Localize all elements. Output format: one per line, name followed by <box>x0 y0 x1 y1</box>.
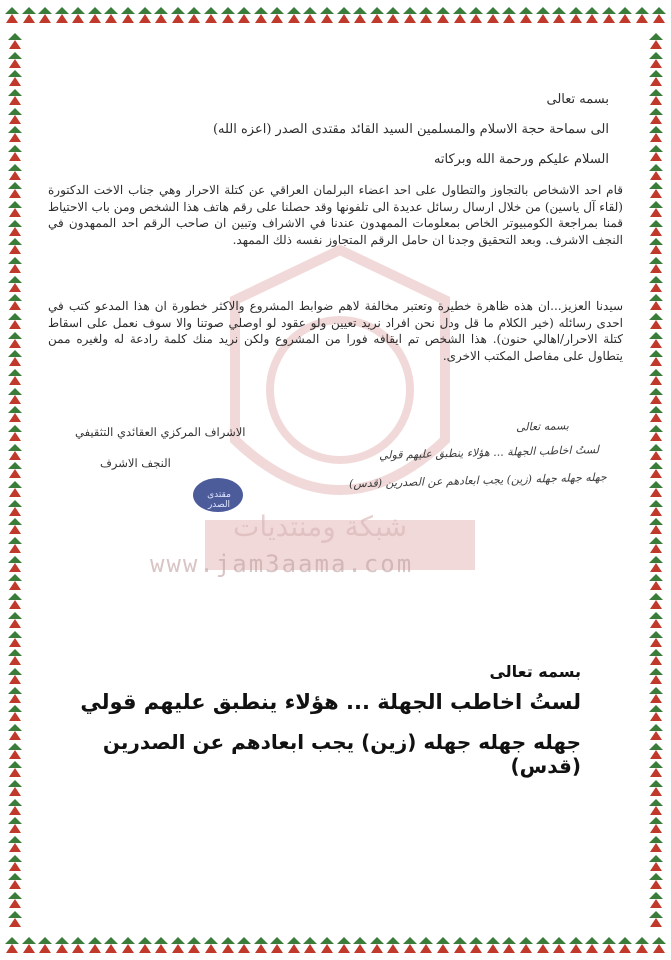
border-motif-icon <box>236 936 252 954</box>
border-motif-icon <box>648 387 664 405</box>
watermark-arabic-text: شبكة ومنتديات <box>232 510 408 543</box>
border-motif-icon <box>7 107 23 125</box>
border-motif-icon <box>120 936 136 954</box>
border-motif-icon <box>518 6 534 24</box>
border-motif-icon <box>7 443 23 461</box>
transcription-line-1: بسمه تعالى <box>489 662 581 681</box>
border-motif-icon <box>648 760 664 778</box>
border-motif-icon <box>551 6 567 24</box>
border-motif-icon <box>648 835 664 853</box>
border-motif-icon <box>648 611 664 629</box>
border-left <box>0 30 30 930</box>
border-motif-icon <box>54 6 70 24</box>
border-motif-icon <box>648 910 664 928</box>
border-motif-icon <box>7 536 23 554</box>
border-motif-icon <box>21 6 37 24</box>
border-motif-icon <box>286 936 302 954</box>
border-motif-icon <box>648 443 664 461</box>
border-motif-icon <box>7 331 23 349</box>
border-motif-icon <box>648 424 664 442</box>
border-motif-icon <box>648 536 664 554</box>
border-motif-icon <box>435 936 451 954</box>
border-motif-icon <box>7 910 23 928</box>
border-motif-icon <box>153 936 169 954</box>
border-motif-icon <box>7 181 23 199</box>
border-motif-icon <box>535 936 551 954</box>
border-motif-icon <box>648 742 664 760</box>
border-motif-icon <box>648 32 664 50</box>
border-motif-icon <box>7 405 23 423</box>
border-motif-icon <box>7 872 23 890</box>
border-motif-icon <box>170 936 186 954</box>
border-motif-icon <box>648 237 664 255</box>
border-motif-icon <box>7 760 23 778</box>
border-motif-icon <box>302 936 318 954</box>
border-motif-icon <box>7 798 23 816</box>
border-motif-icon <box>648 461 664 479</box>
border-motif-icon <box>170 6 186 24</box>
border-motif-icon <box>7 88 23 106</box>
border-motif-icon <box>648 293 664 311</box>
border-motif-icon <box>7 424 23 442</box>
border-motif-icon <box>7 891 23 909</box>
border-motif-icon <box>648 275 664 293</box>
border-motif-icon <box>648 854 664 872</box>
border-motif-icon <box>21 936 37 954</box>
border-motif-icon <box>7 480 23 498</box>
border-motif-icon <box>220 6 236 24</box>
border-motif-icon <box>568 936 584 954</box>
border-motif-icon <box>7 630 23 648</box>
border-motif-icon <box>634 6 650 24</box>
border-motif-icon <box>186 6 202 24</box>
border-motif-icon <box>203 936 219 954</box>
border-motif-icon <box>648 69 664 87</box>
border-motif-icon <box>7 256 23 274</box>
border-right <box>641 30 671 930</box>
border-motif-icon <box>452 6 468 24</box>
border-motif-icon <box>402 6 418 24</box>
border-motif-icon <box>336 936 352 954</box>
border-motif-icon <box>468 6 484 24</box>
border-motif-icon <box>485 936 501 954</box>
border-motif-icon <box>70 6 86 24</box>
border-motif-icon <box>253 936 269 954</box>
border-motif-icon <box>648 480 664 498</box>
border-motif-icon <box>648 163 664 181</box>
border-motif-icon <box>137 936 153 954</box>
border-motif-icon <box>601 936 617 954</box>
border-motif-icon <box>634 936 650 954</box>
border-motif-icon <box>651 936 667 954</box>
border-motif-icon <box>601 6 617 24</box>
border-motif-icon <box>518 936 534 954</box>
border-motif-icon <box>7 461 23 479</box>
seal-stamp-text: مقتدى الصدر <box>207 490 231 510</box>
border-motif-icon <box>7 144 23 162</box>
border-bottom <box>0 930 671 960</box>
border-motif-icon <box>648 723 664 741</box>
border-motif-icon <box>7 219 23 237</box>
border-motif-icon <box>385 6 401 24</box>
border-motif-icon <box>648 200 664 218</box>
border-motif-icon <box>7 555 23 573</box>
border-motif-icon <box>319 6 335 24</box>
watermark-url: www.jam3aama.com <box>150 550 414 578</box>
border-motif-icon <box>7 854 23 872</box>
border-motif-icon <box>7 816 23 834</box>
border-motif-icon <box>70 936 86 954</box>
page <box>40 40 631 920</box>
border-motif-icon <box>648 555 664 573</box>
border-motif-icon <box>648 816 664 834</box>
border-motif-icon <box>648 256 664 274</box>
border-motif-icon <box>269 6 285 24</box>
border-motif-icon <box>648 648 664 666</box>
border-motif-icon <box>352 936 368 954</box>
border-motif-icon <box>37 936 53 954</box>
letter-salutation: السلام عليكم ورحمة الله وبركاته <box>433 152 609 167</box>
border-motif-icon <box>7 293 23 311</box>
scanned-letter <box>40 40 631 630</box>
border-motif-icon <box>369 6 385 24</box>
border-motif-icon <box>535 6 551 24</box>
border-motif-icon <box>7 667 23 685</box>
watermark-emblem <box>115 240 565 600</box>
border-motif-icon <box>103 6 119 24</box>
border-motif-icon <box>319 936 335 954</box>
border-motif-icon <box>7 349 23 367</box>
border-motif-icon <box>648 51 664 69</box>
border-motif-icon <box>648 667 664 685</box>
border-motif-icon <box>7 704 23 722</box>
handwritten-line-2: لستُ اخاطب الجهلة ... هؤلاء ينطبق عليهم قولي <box>378 443 600 462</box>
border-motif-icon <box>648 779 664 797</box>
border-motif-icon <box>648 349 664 367</box>
border-motif-icon <box>584 6 600 24</box>
border-motif-icon <box>584 936 600 954</box>
border-motif-icon <box>648 630 664 648</box>
border-motif-icon <box>7 69 23 87</box>
border-motif-icon <box>7 275 23 293</box>
transcription-line-2: لستُ اخاطب الجهلة ... هؤلاء ينطبق عليهم قولي <box>80 690 581 714</box>
border-motif-icon <box>7 200 23 218</box>
border-motif-icon <box>385 936 401 954</box>
border-motif-icon <box>435 6 451 24</box>
border-motif-icon <box>7 573 23 591</box>
border-motif-icon <box>468 936 484 954</box>
border-motif-icon <box>7 125 23 143</box>
border-motif-icon <box>648 219 664 237</box>
border-motif-icon <box>37 6 53 24</box>
letter-paragraph-1: قام احد الاشخاص بالتجاوز والتطاول على احد اعضاء البرلمان العراقي عن كتلة الاحرار وهي جناب الاخت الدكتورة (لقاء آل ياسين) من خلال ارسال رسائل عديدة الى تلفونها وقد حصلنا على رقم هاتف هذا الشخص ومن باب الاحتياط قمنا بمراجعة الكومبيوتر الخاص بمعلومات الممهدون عندنا في الاشراف وتبين ان صاحب الرقم احد الممهدون في النجف الاشرف. وبعد التحقيق وجدنا ان حامل الرقم المتجاوز نفسه ذلك الممهد. <box>48 183 623 247</box>
border-motif-icon <box>269 936 285 954</box>
border-motif-icon <box>4 6 20 24</box>
border-motif-icon <box>369 936 385 954</box>
border-motif-icon <box>352 6 368 24</box>
border-motif-icon <box>286 6 302 24</box>
office-name: الاشراف المركزي العقائدي التثقيفي <box>75 425 246 439</box>
border-motif-icon <box>186 936 202 954</box>
border-motif-icon <box>120 6 136 24</box>
border-motif-icon <box>87 936 103 954</box>
border-motif-icon <box>617 936 633 954</box>
border-motif-icon <box>648 125 664 143</box>
border-motif-icon <box>7 835 23 853</box>
border-motif-icon <box>648 312 664 330</box>
border-motif-icon <box>103 936 119 954</box>
border-motif-icon <box>7 517 23 535</box>
border-motif-icon <box>7 611 23 629</box>
border-motif-icon <box>648 872 664 890</box>
border-motif-icon <box>651 6 667 24</box>
border-motif-icon <box>485 6 501 24</box>
border-motif-icon <box>648 891 664 909</box>
office-city: النجف الاشرف <box>100 456 171 470</box>
border-motif-icon <box>648 517 664 535</box>
border-motif-icon <box>648 88 664 106</box>
border-motif-icon <box>568 6 584 24</box>
border-motif-icon <box>7 368 23 386</box>
border-motif-icon <box>7 686 23 704</box>
border-motif-icon <box>648 368 664 386</box>
border-motif-icon <box>7 51 23 69</box>
border-motif-icon <box>418 936 434 954</box>
border-motif-icon <box>452 936 468 954</box>
border-motif-icon <box>7 32 23 50</box>
border-motif-icon <box>7 312 23 330</box>
border-motif-icon <box>336 6 352 24</box>
border-motif-icon <box>203 6 219 24</box>
border-motif-icon <box>648 686 664 704</box>
border-motif-icon <box>302 6 318 24</box>
border-motif-icon <box>54 936 70 954</box>
letter-addressee: الى سماحة حجة الاسلام والمسلمين السيد القائد مقتدى الصدر (اعزه الله) <box>212 122 609 137</box>
border-motif-icon <box>4 936 20 954</box>
border-motif-icon <box>648 499 664 517</box>
letter-paragraph-2: سيدنا العزيز...ان هذه ظاهرة خطيرة وتعتبر مخالفة لاهم ضوابط المشروع والاكثر خطورة ان هذا المدعو كتب في احدى رسائله (خير الكلام ما قل ودل نحن افراد نريد تعيين ولو عقود لو اوصلي صوتنا والا سوف نعمل على اسقاط كتلة الاحرار/اهالي حنون). هذا الشخص تم ايقافه فورا من المشروع ولكن نريد منك كلمة رادعة له ولغيره ممن يتطاول على مفاصل المكتب الاخرى. <box>48 299 623 363</box>
border-motif-icon <box>137 6 153 24</box>
border-motif-icon <box>220 936 236 954</box>
transcription-line-3: جهله جهله جهله (زين) يجب ابعادهم عن الصدرين (قدس) <box>102 730 581 778</box>
border-motif-icon <box>7 499 23 517</box>
border-motif-icon <box>648 704 664 722</box>
border-motif-icon <box>501 936 517 954</box>
border-motif-icon <box>648 144 664 162</box>
border-motif-icon <box>402 936 418 954</box>
border-motif-icon <box>7 742 23 760</box>
border-motif-icon <box>648 331 664 349</box>
border-motif-icon <box>236 6 252 24</box>
border-motif-icon <box>648 573 664 591</box>
border-motif-icon <box>551 936 567 954</box>
border-motif-icon <box>617 6 633 24</box>
border-motif-icon <box>7 387 23 405</box>
border-motif-icon <box>648 405 664 423</box>
border-motif-icon <box>648 107 664 125</box>
border-motif-icon <box>418 6 434 24</box>
border-motif-icon <box>7 779 23 797</box>
border-motif-icon <box>7 163 23 181</box>
border-motif-icon <box>501 6 517 24</box>
border-motif-icon <box>253 6 269 24</box>
border-top <box>0 0 671 30</box>
border-motif-icon <box>648 592 664 610</box>
border-motif-icon <box>7 648 23 666</box>
handwritten-line-3: جهله جهله جهله (زين) يجب ابعادهم عن الصدرين (قدس) <box>349 470 608 491</box>
border-motif-icon <box>7 237 23 255</box>
border-motif-icon <box>648 798 664 816</box>
border-motif-icon <box>153 6 169 24</box>
handwritten-line-1: بسمه تعالى <box>515 419 570 434</box>
border-motif-icon <box>7 723 23 741</box>
border-motif-icon <box>648 181 664 199</box>
border-motif-icon <box>87 6 103 24</box>
border-motif-icon <box>7 592 23 610</box>
letter-basmala: بسمه تعالى <box>546 92 609 107</box>
